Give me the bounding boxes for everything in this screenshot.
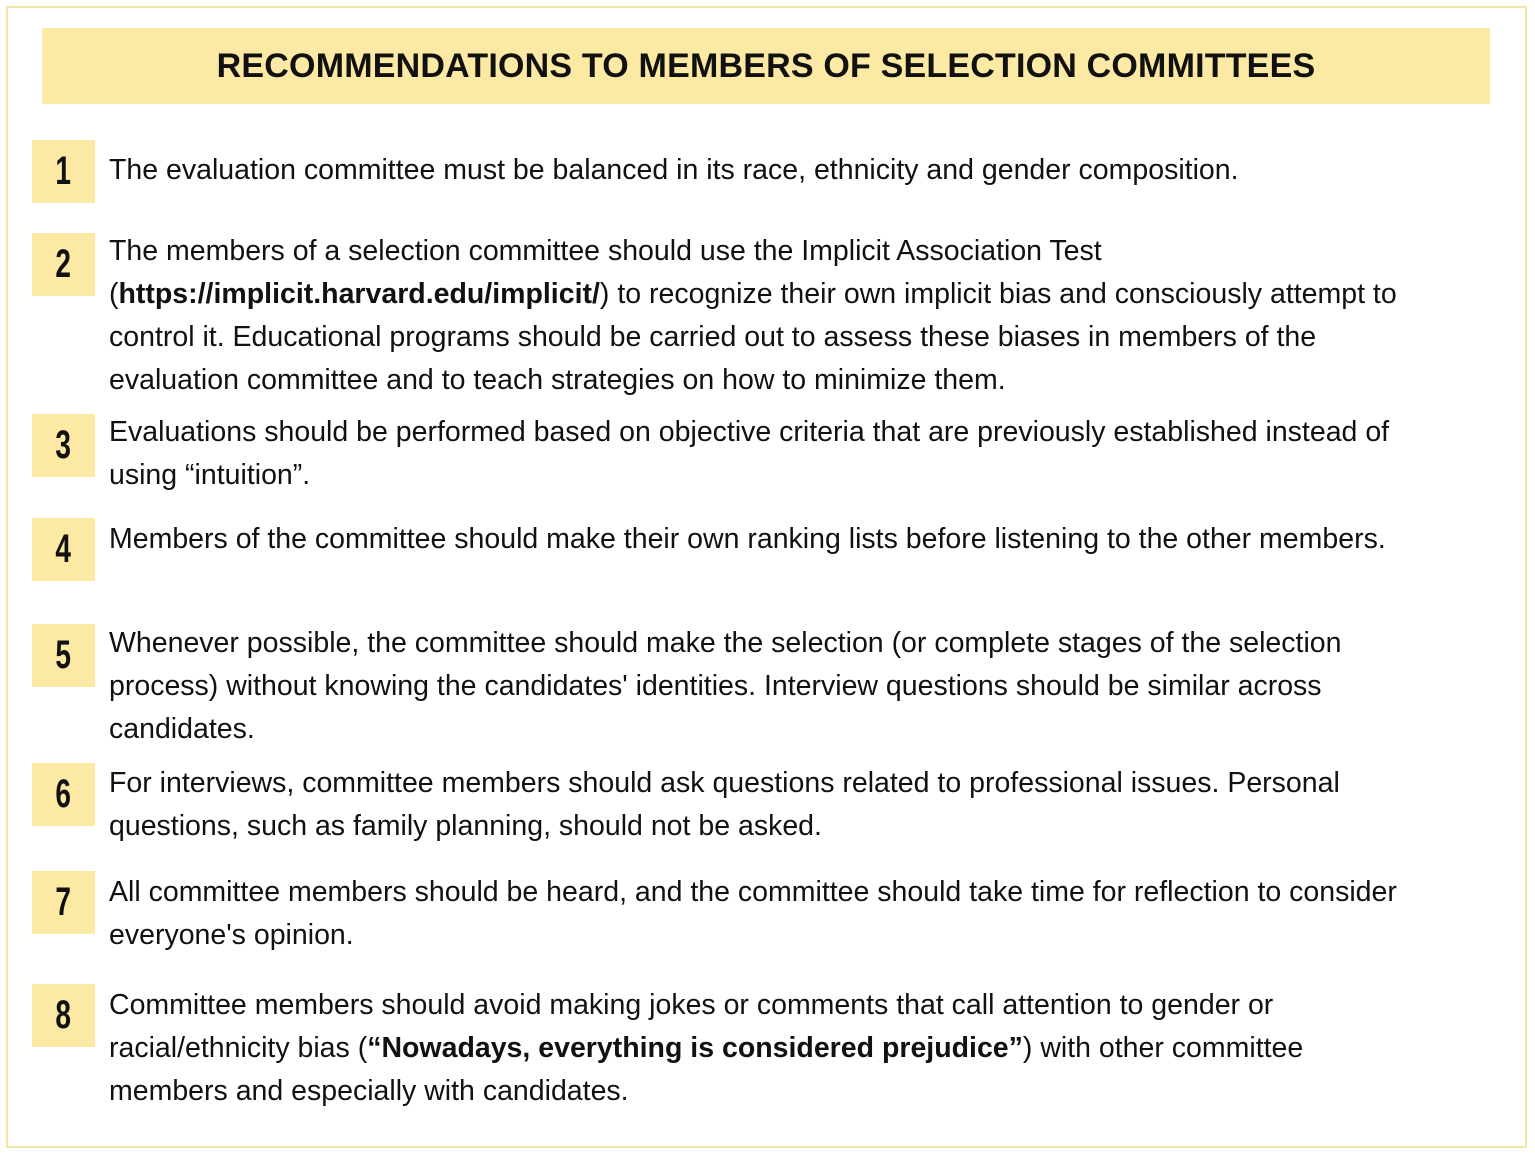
recommendation-text: The evaluation committee must be balanced in its race, ethnicity and gender composition. [109,154,1239,186]
page-title: RECOMMENDATIONS TO MEMBERS OF SELECTION COMMITTEES [216,46,1316,85]
recommendation-text: Members of the committee should make their own ranking lists before listening to the other members. [109,523,1386,555]
number-badge [32,763,95,826]
number-badge [32,871,95,934]
text-segment: The members of a selection committee should use the Implicit Association Test ( [109,235,1102,310]
number-label: 7 [55,880,72,924]
number-badge [32,518,95,581]
number-badge [32,984,95,1047]
number-badge [32,414,95,477]
number-badge [32,140,95,203]
recommendation-text [109,984,1429,1113]
number-label: 8 [55,993,72,1037]
iat-link-text: https://implicit.harvard.edu/implicit/ [118,278,600,310]
number-label: 6 [55,772,72,816]
number-label: 4 [55,527,72,571]
text-segment: ) to recognize their own implicit bias and consciously attempt to control it. Educational programs should be carried out to assess these biases in members of the evaluation committee and to teach strategies on how to minimize them. [109,278,1397,396]
text-segment: Committee members should avoid making jokes or comments that call attention to gender or racial/ethnicity bias ( [109,989,1274,1064]
title-banner [42,28,1490,104]
number-label: 3 [55,423,72,467]
recommendation-text: Evaluations should be performed based on objective criteria that are previously established instead of using “intuition”. [109,416,1390,491]
number-label: 2 [55,242,72,286]
recommendation-text: All committee members should be heard, and the committee should take time for reflection to consider everyone's opinion. [109,876,1397,951]
recommendation-text [109,230,1429,402]
recommendation-text: For interviews, committee members should ask questions related to professional issues. Personal questions, such as family planning, should not be asked. [109,767,1340,842]
recommendation-text: Whenever possible, the committee should make the selection (or complete stages of the selection process) without knowing the candidates' identities. Interview questions should be similar across candidates. [109,627,1342,745]
bold-quote: “Nowadays, everything is considered prejudice” [367,1032,1023,1064]
text-segment: ) with other committee members and especially with candidates. [109,1032,1304,1107]
number-label: 1 [55,149,72,193]
number-label: 5 [55,633,72,677]
number-badge [32,233,95,296]
number-badge [32,624,95,687]
